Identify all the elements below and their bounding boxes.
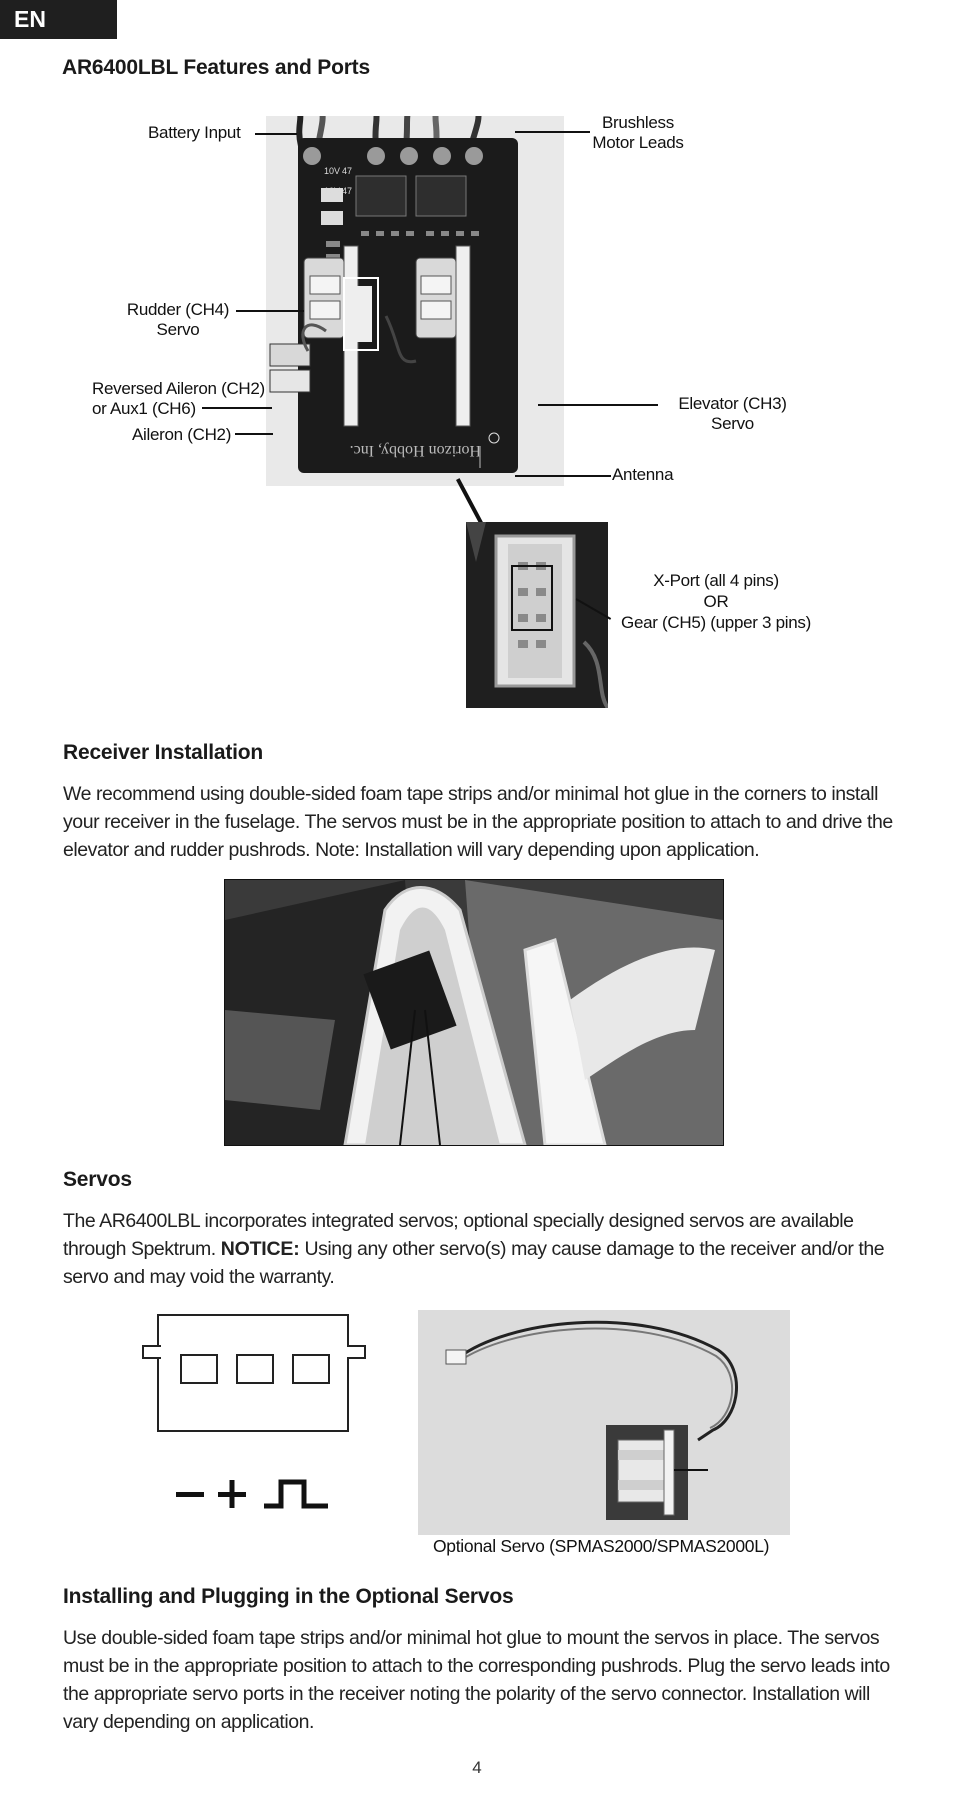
xport-zoom-figure (466, 522, 608, 708)
servos-title: Servos (63, 1168, 132, 1191)
label-elevator-servo: Elevator (CH3) Servo (678, 394, 787, 433)
receiver-board-figure (266, 116, 564, 486)
notice-label: NOTICE: (220, 1238, 300, 1260)
receiver-board-illustration (266, 116, 564, 486)
aileron-leader (235, 433, 273, 435)
fuselage-illustration (225, 880, 723, 1145)
board-silkscreen-horizon: Horizon Hobby, Inc. (349, 442, 481, 459)
xport-connector-illustration (466, 522, 608, 708)
label-brushless-motor-leads: Brushless Motor Leads (592, 113, 684, 152)
rudder-leader (236, 310, 304, 312)
optional-servo-photo (418, 1310, 790, 1535)
optional-servos-title: Installing and Plugging in the Optional Servos (63, 1585, 514, 1608)
optional-servo-illustration (418, 1310, 790, 1535)
servos-body: The AR6400LBL incorporates integrated servos; optional specially designed servos are available through Spektrum. NOTICE: Using any other servo(s) may cause damage to the receiver and/or the servo and may void the warranty. (63, 1210, 885, 1288)
connector-pin-signal (292, 1354, 330, 1384)
label-battery-input: Battery Input (148, 123, 241, 142)
connector-tab-left (142, 1345, 161, 1359)
silkscreen-47-1: 47 (342, 166, 353, 176)
receiver-installation-photo (224, 879, 724, 1146)
label-aileron: Aileron (CH2) (132, 425, 232, 444)
silkscreen-47-2: 47 (342, 186, 353, 196)
label-reversed-aileron: Reversed Aileron (CH2) or Aux1 (CH6) (92, 379, 265, 418)
receiver-installation-title: Receiver Installation (63, 741, 264, 764)
page-number: 4 (472, 1758, 482, 1777)
silkscreen-10v-1: 10V (324, 166, 341, 176)
elevator-leader (538, 404, 658, 406)
antenna-leader (515, 475, 611, 477)
label-antenna: Antenna (612, 465, 674, 484)
servo-connector-diagram (140, 1314, 370, 1494)
battery-input-leader (255, 133, 297, 135)
polarity-icon (176, 1474, 336, 1514)
connector-tab-right (347, 1345, 366, 1359)
language-tab: EN (0, 0, 117, 39)
silkscreen-10v-2: 10V (324, 186, 341, 196)
optional-servos-body: Use double-sided foam tape strips and/or minimal hot glue to mount the servos in place. The servos must be in the appropriate position to attach to the corresponding pushrods. Plug the servo leads into the appropriate servo ports in the receiver noting the polarity of the servo connector. Installation will vary depending on application. (63, 1627, 890, 1733)
receiver-installation-body: We recommend using double-sided foam tape strips and/or minimal hot glue in the corners to install your receiver in the fuselage. The servos must be in the appropriate position to attach to and drive the elevator and rudder pushrods. Note: Installation will vary depending upon application. (63, 783, 893, 861)
connector-pin-positive (236, 1354, 274, 1384)
motor-leads-leader (515, 131, 590, 133)
optional-servo-caption: Optional Servo (SPMAS2000/SPMAS2000L) (433, 1536, 770, 1556)
polarity-symbols (176, 1474, 336, 1522)
features-title: AR6400LBL Features and Ports (62, 56, 370, 79)
label-rudder-servo: Rudder (CH4) Servo (126, 300, 230, 339)
label-xport: X-Port (all 4 pins) OR Gear (CH5) (upper 3 pins) (621, 571, 811, 632)
connector-pin-negative (180, 1354, 218, 1384)
